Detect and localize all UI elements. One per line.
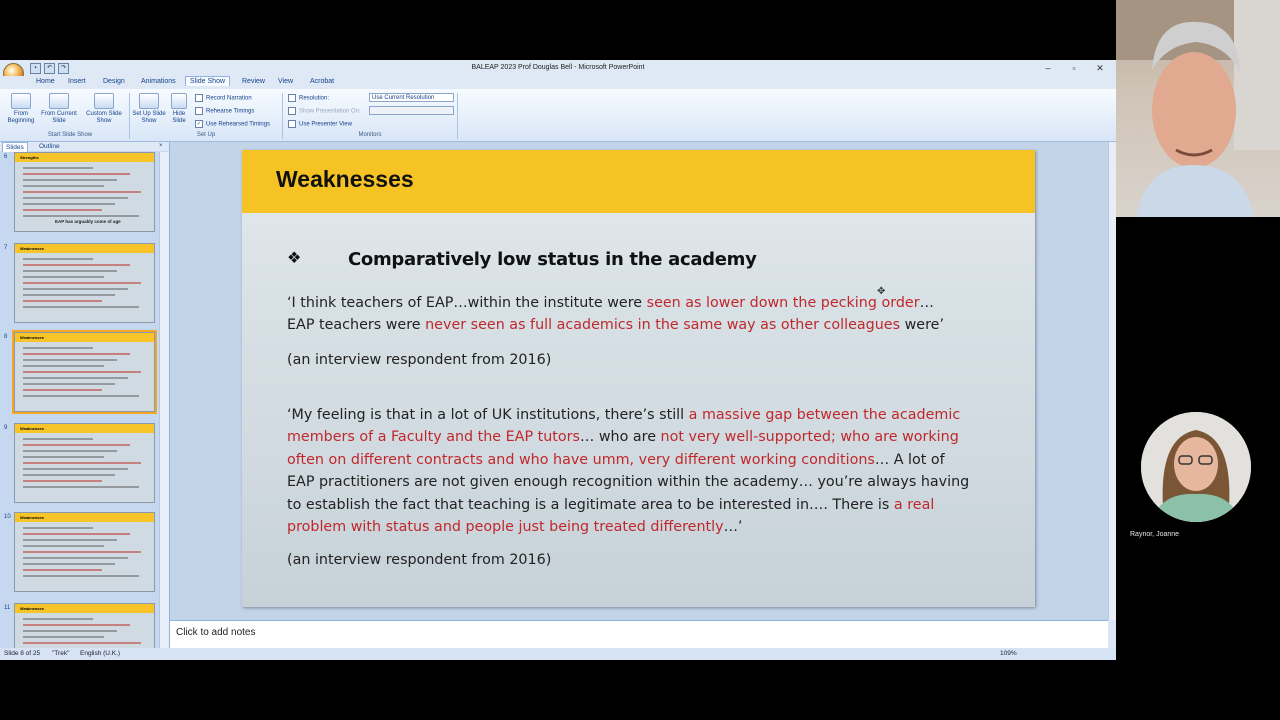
slide-thumbnail-number: 8 bbox=[4, 334, 8, 340]
slide-thumbnail-number: 10 bbox=[4, 514, 11, 520]
slide-thumbnail-number: 9 bbox=[4, 425, 8, 431]
quote-line bbox=[287, 449, 997, 471]
slide-counter: Slide 8 of 25 bbox=[4, 650, 41, 657]
slides-icon bbox=[94, 93, 114, 109]
thumbnail-title: Weaknesses bbox=[15, 244, 154, 253]
thumbnail-text-line bbox=[23, 636, 104, 638]
from-current-slide-button[interactable]: From Current Slide bbox=[40, 93, 78, 125]
resolution-label: Resolution: bbox=[288, 94, 329, 102]
thumbnail-text-line bbox=[23, 258, 93, 260]
highlighted-text: a massive gap between the academic bbox=[688, 407, 961, 423]
thumbnail-text-line bbox=[23, 353, 130, 355]
tab-design[interactable]: Design bbox=[103, 78, 125, 85]
play-icon bbox=[49, 93, 69, 109]
monitor-icon bbox=[288, 107, 296, 115]
quote-line bbox=[287, 314, 997, 336]
highlighted-text: members of a Faculty and the EAP tutors bbox=[287, 429, 580, 446]
slide-thumbnail[interactable] bbox=[14, 332, 155, 412]
group-label-setup: Set Up bbox=[196, 132, 216, 138]
thumbnail-text-line bbox=[23, 377, 128, 379]
thumbnail-caption: EAP has arguably come of age bbox=[55, 219, 121, 224]
video-participant-1 bbox=[1116, 0, 1280, 217]
quote-1 bbox=[287, 292, 997, 337]
thumbnail-text-line bbox=[23, 203, 115, 205]
quote-line bbox=[287, 292, 997, 314]
tab-animations[interactable]: Animations bbox=[141, 78, 176, 85]
pane-scrollbar[interactable] bbox=[159, 152, 169, 648]
theme-name: "Trek" bbox=[52, 650, 70, 657]
pane-tabs bbox=[0, 142, 169, 151]
thumbnail-text-line bbox=[23, 618, 93, 620]
mic-icon bbox=[195, 94, 203, 102]
thumbnail-text-line bbox=[23, 197, 128, 199]
status-bar bbox=[0, 648, 1116, 660]
thumbnail-text-line bbox=[23, 551, 141, 553]
thumbnail-text-line bbox=[23, 480, 102, 482]
slide-editing-area bbox=[170, 142, 1108, 620]
tab-review[interactable]: Review bbox=[242, 78, 265, 85]
setup-icon bbox=[139, 93, 159, 109]
thumbnail-text-line bbox=[23, 306, 139, 308]
quote-1-source: (an interview respondent from 2016) bbox=[287, 352, 552, 368]
thumbnail-text-line bbox=[23, 185, 104, 187]
thumbnail-text-line bbox=[23, 191, 141, 193]
quote-text: ‘My feeling is that in a lot of UK institutions, there’s still bbox=[287, 407, 689, 423]
thumbnail-text-line bbox=[23, 474, 115, 476]
window-title: BALEAP 2023 Prof Douglas Bell - Microsoft PowerPoint bbox=[471, 64, 645, 71]
notes-pane[interactable] bbox=[170, 620, 1108, 649]
quote-line bbox=[287, 426, 997, 448]
quote-text: EAP teachers were bbox=[287, 317, 426, 334]
tab-insert[interactable]: Insert bbox=[68, 78, 86, 85]
thumbnail-title: Weaknesses bbox=[15, 333, 154, 342]
thumbnail-text-line bbox=[23, 444, 130, 446]
thumbnail-title: Weaknesses bbox=[15, 604, 154, 613]
quote-text: ‘I think teachers of EAP…within the institute were bbox=[287, 295, 647, 311]
group-label-start: Start Slide Show bbox=[47, 132, 93, 138]
custom-slide-show-button[interactable]: Custom Slide Show bbox=[84, 93, 124, 125]
thumbnail-text-line bbox=[23, 456, 104, 458]
language-indicator[interactable]: English (U.K.) bbox=[80, 650, 121, 657]
slide-heading: Comparatively low status in the academy bbox=[348, 249, 757, 270]
save-icon[interactable]: ▪ bbox=[30, 63, 41, 74]
rehearse-timings-button[interactable]: Rehearse Timings bbox=[195, 107, 254, 115]
thumbnail-title: Strengths bbox=[15, 153, 154, 162]
set-up-slide-show-button[interactable]: Set Up Slide Show bbox=[132, 93, 166, 125]
thumbnail-text-line bbox=[23, 173, 130, 175]
redo-icon[interactable]: ↷ bbox=[58, 63, 69, 74]
thumbnail-text-line bbox=[23, 371, 141, 373]
bullet-diamond-icon: ❖ bbox=[287, 250, 302, 267]
thumbnail-text-line bbox=[23, 395, 139, 397]
quote-line bbox=[287, 471, 997, 493]
thumbnail-text-line bbox=[23, 179, 117, 181]
monitor-icon bbox=[288, 94, 296, 102]
thumbnail-text-line bbox=[23, 270, 117, 272]
play-icon bbox=[11, 93, 31, 109]
highlighted-text: not very well-supported; who are working bbox=[660, 429, 959, 446]
thumbnail-text-line bbox=[23, 563, 115, 565]
minimize-button[interactable]: – bbox=[1045, 63, 1051, 73]
quote-line bbox=[287, 404, 997, 426]
powerpoint-window bbox=[0, 60, 1116, 660]
thumbnail-text-line bbox=[23, 359, 117, 361]
close-pane-icon[interactable]: × bbox=[159, 143, 163, 149]
show-on-label: Show Presentation On: bbox=[288, 107, 361, 115]
from-beginning-button[interactable]: From Beginning bbox=[4, 93, 38, 125]
thumbnail-text-line bbox=[23, 288, 128, 290]
clock-icon bbox=[195, 107, 203, 115]
thumbnail-text-line bbox=[23, 630, 117, 632]
ribbon bbox=[0, 89, 1116, 142]
checkmark-icon: ✓ bbox=[196, 121, 202, 127]
ribbon-tabs bbox=[0, 76, 1116, 89]
slide-thumbnail-number: 6 bbox=[4, 154, 8, 160]
quote-line bbox=[287, 494, 997, 516]
notes-placeholder: Click to add notes bbox=[176, 627, 256, 638]
quote-text: … bbox=[919, 295, 934, 311]
thumbnail-text-line bbox=[23, 450, 117, 452]
quote-text: …’ bbox=[723, 519, 743, 536]
close-button[interactable]: ✕ bbox=[1096, 63, 1104, 73]
highlighted-text: seen as lower down the pecking order bbox=[646, 295, 920, 311]
person-avatar-icon bbox=[1141, 412, 1251, 522]
hide-icon bbox=[171, 93, 187, 109]
thumbnail-text-line bbox=[23, 438, 93, 440]
tab-view[interactable]: View bbox=[278, 78, 294, 85]
slides-pane bbox=[0, 142, 170, 648]
group-separator bbox=[129, 93, 130, 139]
tab-home[interactable]: Home bbox=[36, 78, 55, 85]
thumbnail-text-line bbox=[23, 468, 128, 470]
group-separator bbox=[457, 93, 458, 139]
person-video-icon bbox=[1116, 0, 1280, 217]
quote-text: were’ bbox=[900, 317, 945, 334]
thumbnail-text-line bbox=[23, 462, 141, 464]
thumbnail-text-line bbox=[23, 294, 115, 296]
undo-icon[interactable]: ↶ bbox=[44, 63, 55, 74]
hide-slide-button[interactable]: Hide Slide bbox=[168, 93, 190, 125]
thumbnail-text-line bbox=[23, 545, 104, 547]
quote-2 bbox=[287, 404, 997, 538]
presenter-view-checkbox[interactable]: Use Presenter View bbox=[288, 120, 352, 128]
slide-thumbnail[interactable] bbox=[14, 243, 155, 323]
thumbnail-text-line bbox=[23, 575, 139, 577]
highlighted-text: never seen as full academics in the same way as other colleagues bbox=[425, 317, 901, 334]
slide-title: Weaknesses bbox=[276, 166, 414, 192]
thumbnail-text-line bbox=[23, 167, 93, 169]
thumbnail-text-line bbox=[23, 383, 115, 385]
thumbnail-text-line bbox=[23, 282, 141, 284]
slide-thumbnail[interactable] bbox=[14, 512, 155, 592]
slide-canvas[interactable] bbox=[242, 150, 1035, 607]
tab-slide-show[interactable]: Slide Show bbox=[185, 76, 230, 86]
cursor-icon: ✥ bbox=[877, 286, 886, 297]
quote-text: to establish the fact that teaching is a legitimate area to be interested in…. There is bbox=[287, 496, 894, 513]
tab-acrobat[interactable]: Acrobat bbox=[310, 78, 335, 85]
thumbnail-text-line bbox=[23, 209, 102, 211]
thumbnail-text-line bbox=[23, 300, 102, 302]
thumbnail-text-line bbox=[23, 624, 130, 626]
thumbnail-text-line bbox=[23, 569, 102, 571]
slide-scrollbar[interactable] bbox=[1108, 142, 1116, 620]
thumbnail-text-line bbox=[23, 486, 139, 488]
thumbnail-text-line bbox=[23, 527, 93, 529]
thumbnail-title: Weaknesses bbox=[15, 513, 154, 522]
use-rehearsed-timings-checkbox[interactable]: ✓ Use Rehearsed Timings bbox=[196, 121, 271, 128]
participant-avatar bbox=[1141, 412, 1251, 522]
quote-text: … who are bbox=[579, 429, 661, 446]
highlighted-text: a real bbox=[893, 496, 935, 513]
restore-button[interactable]: ▫ bbox=[1072, 63, 1076, 73]
thumbnail-text-line bbox=[23, 389, 102, 391]
quote-2-source: (an interview respondent from 2016) bbox=[287, 552, 552, 568]
participant-name: Raynor, Joanne bbox=[1130, 531, 1180, 538]
group-label-monitors: Monitors bbox=[358, 132, 382, 138]
thumbnail-text-line bbox=[23, 557, 128, 559]
highlighted-text: problem with status and people just being treated differently bbox=[287, 519, 724, 536]
zoom-level[interactable]: 109% bbox=[1000, 650, 1017, 657]
slide-thumbnail[interactable] bbox=[14, 423, 155, 503]
thumbnail-text-line bbox=[23, 264, 130, 266]
thumbnail-text-line bbox=[23, 276, 104, 278]
thumbnail-text-line bbox=[23, 215, 139, 217]
thumbnail-text-line bbox=[23, 533, 130, 535]
thumbnail-text-line bbox=[23, 347, 93, 349]
title-bar bbox=[0, 60, 1116, 76]
quote-line bbox=[287, 516, 997, 538]
record-narration-button[interactable]: Record Narration bbox=[195, 94, 252, 102]
resolution-dropdown[interactable]: Use Current Resolution bbox=[369, 93, 454, 102]
slide-thumbnail-number: 7 bbox=[4, 245, 8, 251]
tab-outline[interactable]: Outline bbox=[39, 143, 60, 150]
thumbnail-text-line bbox=[23, 642, 141, 644]
slide-thumbnail-number: 11 bbox=[4, 605, 11, 611]
show-on-dropdown[interactable] bbox=[369, 106, 454, 115]
slide-thumbnail[interactable] bbox=[14, 152, 155, 232]
quote-text: EAP practitioners are not given enough recognition within the academy… you’re always having bbox=[287, 474, 970, 491]
thumbnail-title: Weaknesses bbox=[15, 424, 154, 433]
thumbnail-text-line bbox=[23, 539, 117, 541]
group-separator bbox=[282, 93, 283, 139]
thumbnail-text-line bbox=[23, 365, 104, 367]
tab-slides[interactable]: Slides bbox=[2, 142, 28, 152]
quote-text: … A lot of bbox=[874, 451, 945, 468]
highlighted-text: often on different contracts and who have umm, very different working conditions bbox=[287, 451, 875, 468]
